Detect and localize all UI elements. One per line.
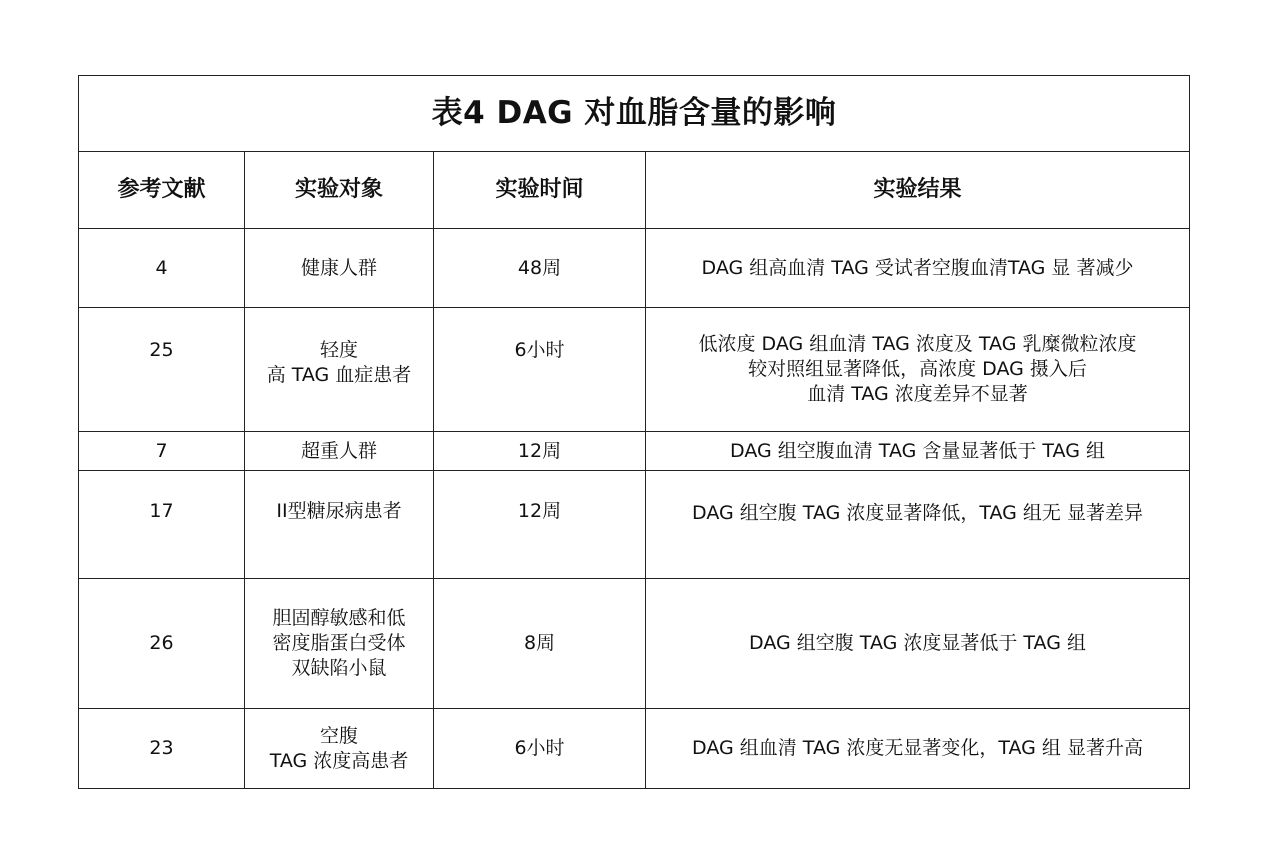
cell-subject: [245, 229, 434, 308]
cell-result: [646, 229, 1190, 308]
result-line: 较对照组显著降低，高浓度 DAG 摄入后: [748, 358, 1087, 381]
cell-ref: 23: [79, 709, 245, 789]
cell-ref: 25: [79, 308, 245, 432]
header-result: 实验结果: [646, 152, 1190, 229]
result-line: 低浓度 DAG 组血清 TAG 浓度及 TAG 乳糜微粒浓度: [698, 333, 1137, 356]
table-row: [79, 229, 1190, 308]
subject-line: 双缺陷小鼠: [291, 656, 387, 679]
cell-duration: 12周: [434, 471, 646, 579]
cell-result: [646, 432, 1190, 471]
result-line: DAG 组血清 TAG 浓度无显著变化，TAG 组 显著升高: [692, 737, 1143, 760]
table-row: [79, 709, 1190, 789]
cell-ref: 26: [79, 579, 245, 709]
table-title: 表4 DAG 对血脂含量的影响: [79, 76, 1190, 152]
cell-subject: [245, 432, 434, 471]
header-ref: 参考文献: [79, 152, 245, 229]
subject-line: 健康人群: [300, 256, 377, 279]
cell-subject: [245, 308, 434, 432]
cell-duration: 48周: [434, 229, 646, 308]
subject-line: 轻度: [319, 339, 358, 361]
subject-line: 超重人群: [300, 439, 377, 462]
header-subject: 实验对象: [245, 152, 434, 229]
subject-line: 密度脂蛋白受体: [272, 632, 406, 655]
table-row: [79, 471, 1190, 579]
table-container: [78, 75, 1189, 789]
cell-ref: 17: [79, 471, 245, 579]
cell-result: [646, 579, 1190, 709]
subject-line: II型糖尿病患者: [276, 500, 402, 522]
subject-line: TAG 浓度高患者: [269, 749, 409, 772]
cell-result: [646, 308, 1190, 432]
header-row: [79, 152, 1190, 229]
subject-line: 高 TAG 血症患者: [266, 363, 412, 386]
cell-duration: 12周: [434, 432, 646, 471]
result-line: 血清 TAG 浓度差异不显著: [807, 382, 1028, 405]
cell-duration: 6小时: [434, 308, 646, 432]
dag-lipid-table: [78, 75, 1190, 789]
cell-duration: 6小时: [434, 709, 646, 789]
subject-line: 空腹: [319, 724, 358, 747]
cell-ref: 4: [79, 229, 245, 308]
result-line: DAG 组空腹 TAG 浓度显著降低，TAG 组无 显著差异: [692, 502, 1143, 524]
cell-result: [646, 471, 1190, 579]
table-row: [79, 579, 1190, 709]
cell-subject: [245, 471, 434, 579]
subject-line: 胆固醇敏感和低: [272, 607, 406, 630]
cell-result: [646, 709, 1190, 789]
result-line: DAG 组空腹血清 TAG 含量显著低于 TAG 组: [730, 439, 1105, 462]
table-row: [79, 308, 1190, 432]
title-row: [79, 76, 1190, 152]
header-duration: 实验时间: [434, 152, 646, 229]
result-line: DAG 组空腹 TAG 浓度显著低于 TAG 组: [749, 632, 1086, 655]
table-row: [79, 432, 1190, 471]
cell-subject: [245, 709, 434, 789]
cell-ref: 7: [79, 432, 245, 471]
cell-duration: 8周: [434, 579, 646, 709]
cell-subject: [245, 579, 434, 709]
result-line: DAG 组高血清 TAG 受试者空腹血清TAG 显 著减少: [701, 256, 1134, 279]
